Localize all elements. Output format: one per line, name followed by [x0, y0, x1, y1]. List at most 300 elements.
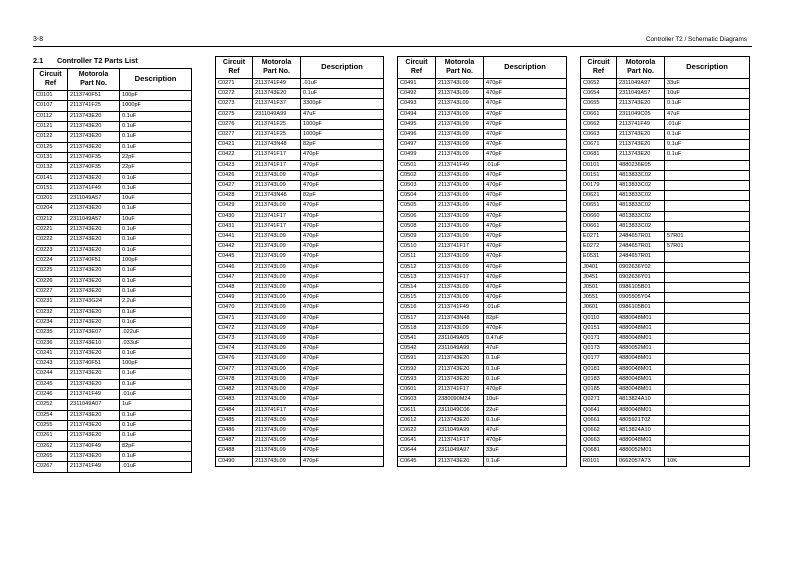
- table-row: [216, 232, 384, 242]
- description-cell: 0.1uF: [120, 235, 192, 245]
- description-cell: [665, 385, 750, 395]
- table-row: [398, 201, 567, 211]
- description-cell: 470pF: [301, 242, 384, 252]
- table-row: [34, 359, 192, 369]
- table-row: [398, 252, 567, 262]
- part-number-cell: 2113743N48: [436, 313, 484, 323]
- circuit-ref-cell: C0222: [34, 235, 68, 245]
- part-number-cell: 4880048M01: [617, 385, 665, 395]
- table-row: [34, 462, 192, 472]
- table-row: [398, 232, 567, 242]
- description-cell: 47uF: [301, 109, 384, 119]
- table-row: [34, 348, 192, 358]
- description-cell: 470pF: [484, 283, 567, 293]
- description-cell: 470pF: [484, 242, 567, 252]
- table-row: [216, 211, 384, 221]
- table-row: [581, 119, 750, 129]
- parts-table-4: [580, 56, 750, 467]
- circuit-ref-cell: C0509: [398, 232, 436, 242]
- circuit-ref-cell: C0671: [581, 140, 617, 150]
- description-cell: 470pF: [301, 303, 384, 313]
- description-cell: [665, 211, 750, 221]
- circuit-ref-cell: C0223: [34, 245, 68, 255]
- description-cell: 57R01: [665, 232, 750, 242]
- description-cell: [665, 252, 750, 262]
- table-row: [34, 441, 192, 451]
- col-description: Description: [120, 69, 192, 91]
- description-cell: 470pF: [301, 446, 384, 456]
- table-row: [34, 225, 192, 235]
- table-header-row: [398, 57, 567, 79]
- description-cell: 470pF: [301, 374, 384, 384]
- circuit-ref-cell: C0663: [581, 130, 617, 140]
- table-row: [398, 191, 567, 201]
- circuit-ref-cell: C0232: [34, 307, 68, 317]
- circuit-ref-cell: C0516: [398, 303, 436, 313]
- part-number-cell: 2113740F35: [68, 163, 120, 173]
- description-cell: 0.1uF: [484, 415, 567, 425]
- circuit-ref-cell: C0645: [398, 456, 436, 466]
- circuit-ref-cell: Q0661: [581, 415, 617, 425]
- circuit-ref-cell: C0603: [398, 395, 436, 405]
- circuit-ref-cell: C0151: [34, 183, 68, 193]
- description-cell: 0.1uF: [120, 132, 192, 142]
- part-number-cell: 2113743L09: [436, 232, 484, 242]
- part-number-cell: 2113743L09: [253, 181, 301, 191]
- description-cell: [665, 405, 750, 415]
- section-title: Controller T2 Parts List: [57, 56, 138, 65]
- col-part-number: Motorola Part No.: [617, 57, 665, 79]
- circuit-ref-cell: C0212: [34, 214, 68, 224]
- table-row: [34, 194, 192, 204]
- description-cell: [665, 303, 750, 313]
- table-row: [581, 283, 750, 293]
- description-cell: 10uF: [120, 194, 192, 204]
- part-number-cell: 2113741F37: [253, 99, 301, 109]
- col-circuit-ref: Circuit Ref: [216, 57, 253, 79]
- table-row: [398, 303, 567, 313]
- col-description: Description: [665, 57, 750, 79]
- circuit-ref-cell: C0224: [34, 256, 68, 266]
- col-part-number: Motorola Part No.: [68, 69, 120, 91]
- description-cell: 470pF: [301, 201, 384, 211]
- table-row: [398, 272, 567, 282]
- table-row: [581, 436, 750, 446]
- table-row: [581, 181, 750, 191]
- circuit-ref-cell: D0179: [581, 181, 617, 191]
- circuit-ref-cell: Q0173: [581, 344, 617, 354]
- circuit-ref-cell: C0429: [216, 201, 253, 211]
- description-cell: 47uF: [484, 344, 567, 354]
- part-number-cell: 2113743E07: [68, 328, 120, 338]
- circuit-ref-cell: C0122: [34, 132, 68, 142]
- table-row: [34, 111, 192, 121]
- circuit-ref-cell: C0246: [34, 390, 68, 400]
- part-number-cell: 2113743L09: [253, 425, 301, 435]
- table-row: [581, 242, 750, 252]
- description-cell: [665, 425, 750, 435]
- description-cell: 470pF: [484, 181, 567, 191]
- circuit-ref-cell: C0496: [398, 130, 436, 140]
- description-cell: 33uF: [665, 79, 750, 89]
- circuit-ref-cell: C0445: [216, 252, 253, 262]
- part-number-cell: 2113743E20: [68, 132, 120, 142]
- description-cell: [665, 221, 750, 231]
- table-row: [216, 354, 384, 364]
- table-row: [216, 242, 384, 252]
- part-number-cell: 2113740F35: [68, 152, 120, 162]
- description-cell: 0.1uF: [120, 183, 192, 193]
- circuit-ref-cell: Q0151: [581, 323, 617, 333]
- part-number-cell: 4880052M01: [617, 344, 665, 354]
- circuit-ref-cell: C0513: [398, 272, 436, 282]
- part-number-cell: 2113743L09: [436, 79, 484, 89]
- description-cell: 470pF: [301, 293, 384, 303]
- table-row: [34, 307, 192, 317]
- part-number-cell: 0905505Y04: [617, 293, 665, 303]
- circuit-ref-cell: C0487: [216, 436, 253, 446]
- description-cell: [665, 364, 750, 374]
- part-number-cell: 2113743L09: [253, 456, 301, 466]
- description-cell: 10K: [665, 456, 750, 466]
- description-cell: .022uF: [120, 328, 192, 338]
- description-cell: [665, 262, 750, 272]
- description-cell: 470pF: [301, 160, 384, 170]
- part-number-cell: 2113743L09: [436, 140, 484, 150]
- description-cell: 0.1uF: [120, 204, 192, 214]
- part-number-cell: 4813833C02: [617, 221, 665, 231]
- description-cell: [665, 170, 750, 180]
- table-row: [398, 395, 567, 405]
- description-cell: 470pF: [484, 323, 567, 333]
- table-row: [34, 266, 192, 276]
- circuit-ref-cell: C0510: [398, 242, 436, 252]
- description-cell: 470pF: [301, 334, 384, 344]
- description-cell: 470pF: [484, 272, 567, 282]
- description-cell: 470pF: [484, 140, 567, 150]
- circuit-ref-cell: C0261: [34, 431, 68, 441]
- part-number-cell: 2113743L09: [253, 344, 301, 354]
- table-row: [398, 221, 567, 231]
- part-number-cell: 2113743E20: [68, 142, 120, 152]
- description-cell: 10uF: [665, 89, 750, 99]
- table-row: [34, 245, 192, 255]
- description-cell: 2.2uF: [120, 297, 192, 307]
- table-row: [581, 323, 750, 333]
- part-number-cell: 4880048M01: [617, 405, 665, 415]
- circuit-ref-cell: C0449: [216, 293, 253, 303]
- table-row: [34, 328, 192, 338]
- description-cell: 1000pF: [120, 101, 192, 111]
- part-number-cell: 2113743E20: [68, 307, 120, 317]
- table-row: [398, 374, 567, 384]
- table-row: [398, 425, 567, 435]
- description-cell: 0.1uF: [120, 431, 192, 441]
- description-cell: 0.1uF: [665, 99, 750, 109]
- part-number-cell: 2113743E20: [436, 364, 484, 374]
- description-cell: 470pF: [484, 436, 567, 446]
- part-number-cell: 4813833C02: [617, 181, 665, 191]
- part-number-cell: 2113743E20: [436, 354, 484, 364]
- part-number-cell: 2113741F49: [68, 183, 120, 193]
- circuit-ref-cell: C0204: [34, 204, 68, 214]
- part-number-cell: 2113743E20: [436, 456, 484, 466]
- circuit-ref-cell: C0275: [216, 109, 253, 119]
- circuit-ref-cell: E0531: [581, 252, 617, 262]
- parts-table-1: [33, 68, 192, 473]
- part-number-cell: 2113743L09: [253, 242, 301, 252]
- description-cell: 1000pF: [301, 119, 384, 129]
- table-row: [34, 152, 192, 162]
- circuit-ref-cell: C0478: [216, 374, 253, 384]
- circuit-ref-cell: D0660: [581, 211, 617, 221]
- description-cell: 470pF: [484, 119, 567, 129]
- part-number-cell: 2113741F49: [68, 390, 120, 400]
- part-number-cell: 2113743E20: [68, 379, 120, 389]
- part-number-cell: 2311049A97: [617, 79, 665, 89]
- description-cell: [665, 374, 750, 384]
- part-number-cell: 4880048M01: [617, 334, 665, 344]
- table-row: [581, 150, 750, 160]
- description-cell: [665, 436, 750, 446]
- part-number-cell: 2113743E20: [68, 451, 120, 461]
- table-row: [34, 410, 192, 420]
- circuit-ref-cell: C0593: [398, 374, 436, 384]
- description-cell: 0.1uF: [120, 276, 192, 286]
- table-row: [581, 109, 750, 119]
- circuit-ref-cell: C0502: [398, 170, 436, 180]
- part-number-cell: 4880048M01: [617, 436, 665, 446]
- circuit-ref-cell: C0654: [581, 89, 617, 99]
- description-cell: 47uF: [484, 425, 567, 435]
- description-cell: 0.1uF: [484, 354, 567, 364]
- description-cell: 82pF: [301, 140, 384, 150]
- circuit-ref-cell: C0422: [216, 150, 253, 160]
- description-cell: 470pF: [301, 262, 384, 272]
- part-number-cell: 2113741F25: [253, 119, 301, 129]
- description-cell: 470pF: [484, 293, 567, 303]
- table-row: [581, 221, 750, 231]
- circuit-ref-cell: C0252: [34, 400, 68, 410]
- part-number-cell: 4880052M01: [617, 446, 665, 456]
- section-number: 2.1: [33, 56, 44, 65]
- part-number-cell: 2113741F17: [436, 385, 484, 395]
- circuit-ref-cell: C0271: [216, 79, 253, 89]
- description-cell: 100pF: [120, 91, 192, 101]
- part-number-cell: 2113743L09: [436, 130, 484, 140]
- part-number-cell: 2113743L09: [253, 303, 301, 313]
- description-cell: 470pF: [301, 181, 384, 191]
- part-number-cell: 2311049A07: [68, 400, 120, 410]
- circuit-ref-cell: C0235: [34, 328, 68, 338]
- circuit-ref-cell: C0227: [34, 286, 68, 296]
- table-row: [216, 181, 384, 191]
- table-row: [581, 79, 750, 89]
- circuit-ref-cell: C0482: [216, 385, 253, 395]
- description-cell: 470pF: [484, 170, 567, 180]
- circuit-ref-cell: C0497: [398, 140, 436, 150]
- circuit-ref-cell: E0271: [581, 232, 617, 242]
- circuit-ref-cell: Q0181: [581, 364, 617, 374]
- circuit-ref-cell: C0495: [398, 119, 436, 129]
- table-row: [34, 390, 192, 400]
- circuit-ref-cell: C0426: [216, 170, 253, 180]
- circuit-ref-cell: C0592: [398, 364, 436, 374]
- description-cell: [665, 354, 750, 364]
- part-number-cell: 2113740F51: [68, 91, 120, 101]
- part-number-cell: 2113743L09: [253, 334, 301, 344]
- table-row: [398, 140, 567, 150]
- description-cell: 470pF: [484, 232, 567, 242]
- circuit-ref-cell: D0151: [581, 170, 617, 180]
- part-number-cell: 2113741F49: [617, 119, 665, 129]
- circuit-ref-cell: C0612: [398, 415, 436, 425]
- part-number-cell: 2113743L09: [436, 283, 484, 293]
- table-row: [216, 262, 384, 272]
- table-row: [34, 369, 192, 379]
- table-row: [34, 431, 192, 441]
- description-cell: 470pF: [484, 385, 567, 395]
- circuit-ref-cell: C0442: [216, 242, 253, 252]
- table-row: [581, 405, 750, 415]
- table-row: [581, 293, 750, 303]
- table-row: [216, 170, 384, 180]
- table-row: [581, 211, 750, 221]
- description-cell: 0.47uF: [484, 334, 567, 344]
- table-row: [216, 130, 384, 140]
- circuit-ref-cell: C0241: [34, 348, 68, 358]
- table-row: [581, 364, 750, 374]
- part-number-cell: 4805921T02: [617, 415, 665, 425]
- part-number-cell: 2113743L09: [253, 283, 301, 293]
- part-number-cell: 2113741F25: [253, 130, 301, 140]
- part-number-cell: 2113743L09: [253, 446, 301, 456]
- circuit-ref-cell: C0234: [34, 317, 68, 327]
- table-header-row: [34, 69, 192, 91]
- circuit-ref-cell: C0491: [398, 79, 436, 89]
- description-cell: 470pF: [301, 405, 384, 415]
- description-cell: 100pF: [120, 359, 192, 369]
- table-row: [398, 385, 567, 395]
- table-row: [581, 313, 750, 323]
- table-row: [581, 232, 750, 242]
- part-number-cell: 2113743E20: [68, 276, 120, 286]
- table-row: [581, 201, 750, 211]
- part-number-cell: 2113743E20: [68, 173, 120, 183]
- table-row: [398, 211, 567, 221]
- circuit-ref-cell: C0243: [34, 359, 68, 369]
- description-cell: .01uF: [484, 303, 567, 313]
- part-number-cell: 2113743L09: [253, 201, 301, 211]
- circuit-ref-cell: C0446: [216, 262, 253, 272]
- circuit-ref-cell: J0551: [581, 293, 617, 303]
- part-number-cell: 4880236E05: [617, 160, 665, 170]
- description-cell: 0.1uF: [484, 374, 567, 384]
- description-cell: 0.1uF: [120, 142, 192, 152]
- table-row: [216, 272, 384, 282]
- part-number-cell: 4880048M01: [617, 364, 665, 374]
- part-number-cell: 2113743E20: [436, 415, 484, 425]
- part-number-cell: 2113743E20: [68, 348, 120, 358]
- part-number-cell: 2113743L09: [436, 252, 484, 262]
- description-cell: 22pF: [120, 163, 192, 173]
- part-number-cell: 2113743L09: [253, 323, 301, 333]
- part-number-cell: 2113743L09: [253, 293, 301, 303]
- circuit-ref-cell: C0470: [216, 303, 253, 313]
- part-number-cell: 2113743E20: [617, 99, 665, 109]
- table-row: [398, 415, 567, 425]
- circuit-ref-cell: Q0271: [581, 395, 617, 405]
- circuit-ref-cell: C0226: [34, 276, 68, 286]
- circuit-ref-cell: Q0681: [581, 446, 617, 456]
- circuit-ref-cell: C0448: [216, 283, 253, 293]
- circuit-ref-cell: C0273: [216, 99, 253, 109]
- parts-table-3: [397, 56, 567, 467]
- part-number-cell: 2113740F49: [68, 441, 120, 451]
- col-description: Description: [484, 57, 567, 79]
- part-number-cell: 2113743G24: [68, 297, 120, 307]
- description-cell: 470pF: [301, 395, 384, 405]
- circuit-ref-cell: J0501: [581, 283, 617, 293]
- table-row: [34, 338, 192, 348]
- circuit-ref-cell: C0499: [398, 150, 436, 160]
- circuit-ref-cell: C0517: [398, 313, 436, 323]
- description-cell: 0.1uF: [120, 451, 192, 461]
- circuit-ref-cell: C0486: [216, 425, 253, 435]
- circuit-ref-cell: E0272: [581, 242, 617, 252]
- header-rule: [33, 46, 752, 47]
- table-row: [398, 130, 567, 140]
- description-cell: 0.1uF: [120, 266, 192, 276]
- description-cell: 470pF: [301, 436, 384, 446]
- circuit-ref-cell: C0655: [581, 99, 617, 109]
- circuit-ref-cell: C0131: [34, 152, 68, 162]
- table-row: [216, 446, 384, 456]
- description-cell: 82pF: [301, 191, 384, 201]
- description-cell: .01uF: [120, 390, 192, 400]
- description-cell: 470pF: [301, 211, 384, 221]
- part-number-cell: 2113743L09: [253, 313, 301, 323]
- circuit-ref-cell: C0265: [34, 451, 68, 461]
- description-cell: 100pF: [120, 256, 192, 266]
- circuit-ref-cell: C0511: [398, 252, 436, 262]
- table-row: [581, 262, 750, 272]
- circuit-ref-cell: Q0662: [581, 425, 617, 435]
- description-cell: 0.1uF: [484, 364, 567, 374]
- part-number-cell: 2113743L09: [253, 252, 301, 262]
- part-number-cell: 2113743L09: [253, 385, 301, 395]
- circuit-ref-cell: C0601: [398, 385, 436, 395]
- circuit-ref-cell: C0611: [398, 405, 436, 415]
- table-row: [398, 79, 567, 89]
- table-row: [216, 405, 384, 415]
- circuit-ref-cell: C0515: [398, 293, 436, 303]
- description-cell: .01uF: [484, 160, 567, 170]
- table-row: [34, 256, 192, 266]
- circuit-ref-cell: Q0185: [581, 385, 617, 395]
- table-row: [34, 317, 192, 327]
- part-number-cell: 4813833C02: [617, 191, 665, 201]
- table-row: [398, 99, 567, 109]
- table-row: [216, 221, 384, 231]
- description-cell: 0.1uF: [120, 245, 192, 255]
- circuit-ref-cell: C0245: [34, 379, 68, 389]
- part-number-cell: 4813833C02: [617, 201, 665, 211]
- circuit-ref-cell: C0512: [398, 262, 436, 272]
- circuit-ref-cell: C0421: [216, 140, 253, 150]
- circuit-ref-cell: C0472: [216, 323, 253, 333]
- circuit-ref-cell: C0244: [34, 369, 68, 379]
